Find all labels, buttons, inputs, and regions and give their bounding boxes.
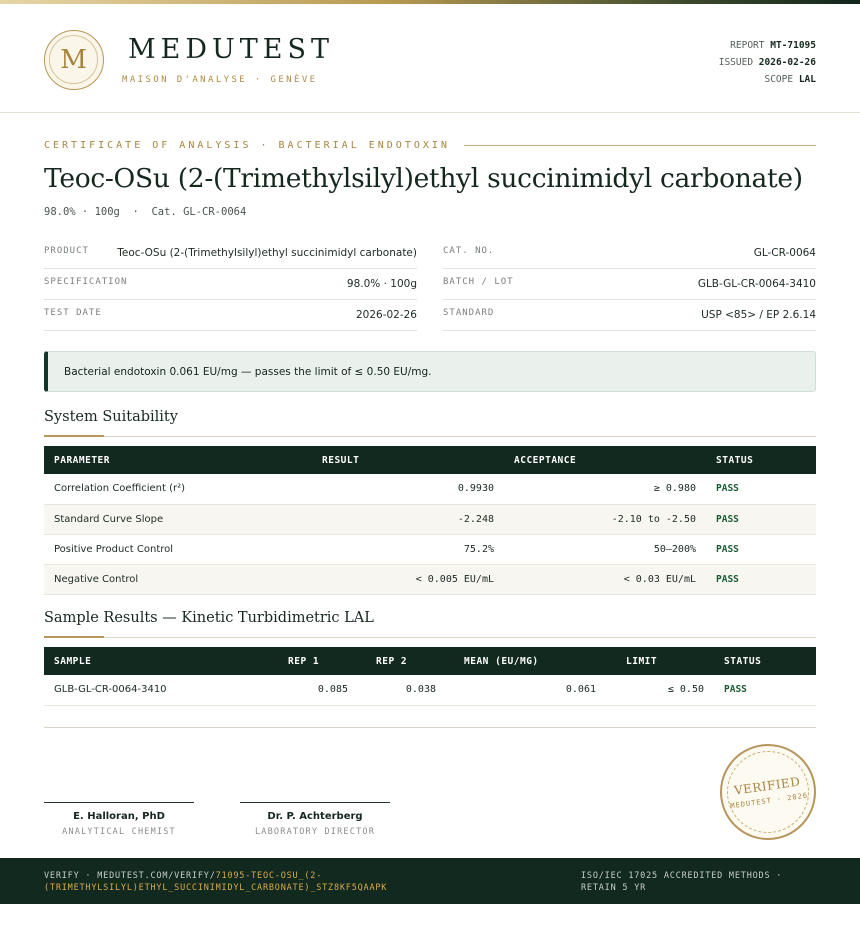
- info-row: [443, 300, 816, 331]
- rep1-cell: 0.085: [270, 675, 358, 705]
- info-key: BATCH / LOT: [443, 277, 514, 287]
- column-header: RESULT: [204, 446, 504, 474]
- stamp-subtext: MEDUTEST · 2026: [729, 791, 809, 811]
- verified-stamp: [714, 738, 822, 846]
- product-title: Teoc-OSu (2-(Trimethylsilyl)ethyl succinimidyl carbonate): [44, 163, 803, 194]
- table-row: [44, 675, 816, 705]
- section-rule: [44, 637, 816, 638]
- signatory-role: ANALYTICAL CHEMIST: [62, 827, 176, 837]
- info-key: SPECIFICATION: [44, 277, 128, 287]
- meta-issued: ISSUED 2026-02-26: [718, 57, 816, 68]
- verify-line: [44, 870, 424, 894]
- info-key: PRODUCT: [44, 246, 89, 256]
- info-row: [44, 269, 417, 300]
- column-header: MEAN (EU/MG): [446, 647, 606, 675]
- result-banner: Bacterial endotoxin 0.061 EU/mg — passes the limit of ≤ 0.50 EU/mg.: [44, 351, 816, 392]
- info-row: [44, 238, 417, 269]
- accreditation-note: ISO/IEC 17025 ACCREDITED METHODS · RETAIN 5 YR: [581, 871, 783, 893]
- info-row: [443, 269, 816, 300]
- signatory-role: LABORATORY DIRECTOR: [254, 827, 376, 837]
- report-number: MT-71095: [770, 40, 816, 51]
- column-header: LIMIT: [606, 647, 714, 675]
- info-row: [44, 300, 417, 331]
- result-cell: 75.2%: [204, 534, 504, 564]
- certificate-eyebrow: [44, 138, 816, 152]
- scope-value: LAL: [798, 74, 816, 85]
- result-cell: < 0.005 EU/mL: [204, 564, 504, 594]
- info-value: GLB-GL-CR-0064-3410: [697, 278, 816, 290]
- sample-results-table: [44, 647, 816, 706]
- verify-prefix: VERIFY · MEDUTEST.COM/VERIFY/: [44, 871, 216, 881]
- status-badge: PASS: [706, 534, 816, 564]
- sample-cell: GLB-GL-CR-0064-3410: [44, 675, 270, 705]
- table-header-row: [44, 446, 816, 474]
- section-rule-accent: [44, 636, 104, 638]
- section-title-samples: Sample Results — Kinetic Turbidimetric LAL: [44, 610, 374, 626]
- status-badge: PASS: [706, 474, 816, 504]
- signatory-name: Dr. P. Achterberg: [267, 811, 363, 822]
- issued-date: 2026-02-26: [758, 57, 816, 68]
- status-badge: PASS: [706, 504, 816, 534]
- info-value: GL-CR-0064: [753, 247, 816, 259]
- info-grid-right: [443, 238, 816, 331]
- signatory-name: E. Halloran, PhD: [73, 811, 165, 822]
- stamp-text: VERIFIED: [733, 774, 802, 798]
- info-grid-left: [44, 238, 417, 331]
- parameter-cell: Correlation Coefficient (r²): [44, 474, 204, 504]
- column-header: PARAMETER: [44, 446, 204, 474]
- report-meta: [719, 37, 816, 88]
- column-header: STATUS: [706, 446, 816, 474]
- brand-logo: [44, 30, 104, 90]
- signature-block: [240, 802, 390, 837]
- letterhead: [0, 4, 860, 113]
- certificate-type: CERTIFICATE OF ANALYSIS · BACTERIAL ENDOTOXIN: [44, 139, 450, 151]
- brand-name: MEDUTEST: [128, 34, 334, 65]
- column-header: REP 1: [270, 647, 358, 675]
- meta-scope: SCOPE LAL: [764, 74, 816, 85]
- parameter-cell: Negative Control: [44, 564, 204, 594]
- mean-cell: 0.061: [446, 675, 606, 705]
- table-header-row: [44, 647, 816, 675]
- column-header: SAMPLE: [44, 647, 270, 675]
- result-cell: -2.248: [204, 504, 504, 534]
- table-row: [44, 474, 816, 504]
- parameter-cell: Positive Product Control: [44, 534, 204, 564]
- footer-bar: [0, 858, 860, 904]
- section-rule-accent: [44, 435, 104, 437]
- column-header: REP 2: [358, 647, 446, 675]
- result-cell: 0.9930: [204, 474, 504, 504]
- status-badge: PASS: [714, 675, 816, 705]
- brand-tagline: MAISON D'ANALYSE · GENÈVE: [122, 75, 318, 85]
- info-value: 98.0% · 100g: [346, 278, 417, 290]
- section-rule: [44, 436, 816, 437]
- product-subtitle: 98.0% · 100g · Cat. GL-CR-0064: [44, 206, 247, 218]
- status-badge: PASS: [706, 564, 816, 594]
- table-row: [44, 504, 816, 534]
- logo-monogram: M: [49, 35, 98, 84]
- info-key: CAT. NO.: [443, 246, 495, 256]
- column-header: STATUS: [714, 647, 816, 675]
- section-title-suitability: System Suitability: [44, 409, 178, 425]
- eyebrow-divider: [464, 145, 816, 146]
- info-value: Teoc-OSu (2-(Trimethylsilyl)ethyl succinimidyl carbonate): [117, 247, 417, 259]
- column-header: ACCEPTANCE: [504, 446, 706, 474]
- table-row: [44, 534, 816, 564]
- parameter-cell: Standard Curve Slope: [44, 504, 204, 534]
- acceptance-cell: ≥ 0.980: [504, 474, 706, 504]
- limit-cell: ≤ 0.50: [606, 675, 714, 705]
- suitability-table: [44, 446, 816, 595]
- signature-block: [44, 802, 194, 837]
- signature-divider: [44, 727, 816, 728]
- info-value: USP <85> / EP 2.6.14: [701, 309, 816, 321]
- rep2-cell: 0.038: [358, 675, 446, 705]
- info-key: STANDARD: [443, 308, 495, 318]
- acceptance-cell: -2.10 to -2.50: [504, 504, 706, 534]
- info-key: TEST DATE: [44, 308, 102, 318]
- info-value: 2026-02-26: [355, 309, 417, 321]
- acceptance-cell: < 0.03 EU/mL: [504, 564, 706, 594]
- table-row: [44, 564, 816, 594]
- acceptance-cell: 50–200%: [504, 534, 706, 564]
- verify-link[interactable]: 71095-TEOC-OSU_(2-(TRIMETHYLSILYL)ETHYL_SUCCINIMIDYL_CARBONATE)_STZ8KF5QAAPK: [44, 871, 388, 893]
- meta-report: REPORT MT-71095: [730, 40, 816, 51]
- info-row: [443, 238, 816, 269]
